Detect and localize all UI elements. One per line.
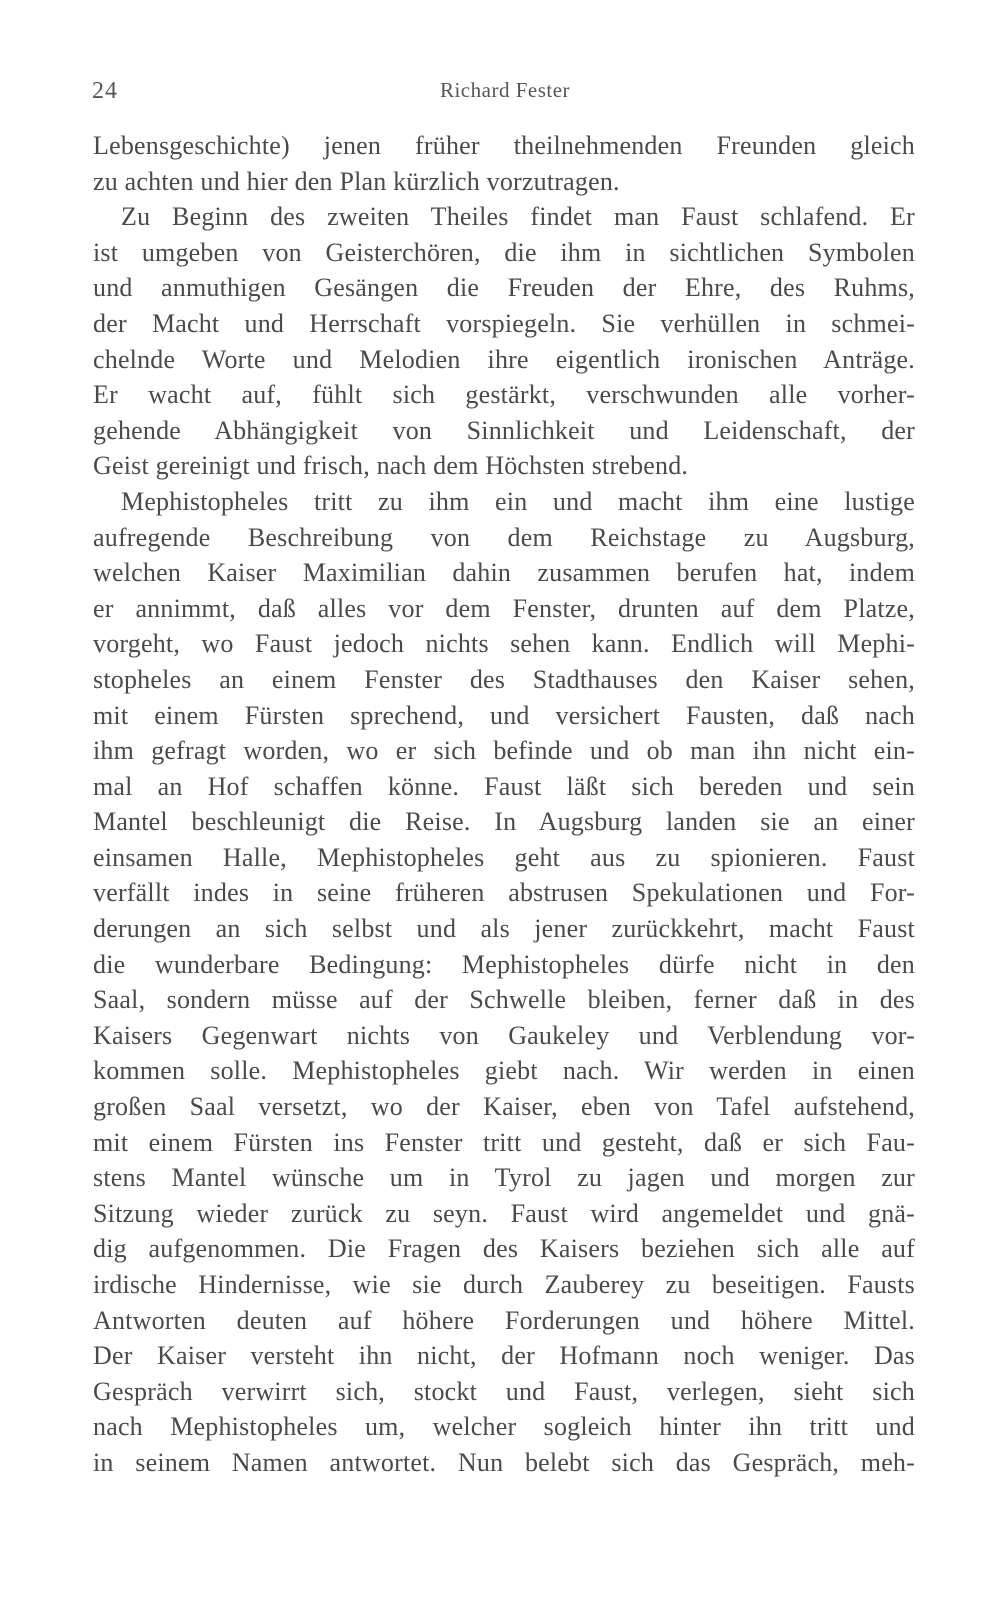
text-line: Geist gereinigt und frisch, nach dem Höchsten strebend.	[93, 451, 689, 481]
paragraph	[93, 484, 915, 1481]
text-line: irdische Hindernisse, wie sie durch Zauberey zu beseitigen. Fausts	[93, 1270, 915, 1299]
text-line: vorgeht, wo Faust jedoch nichts sehen kann. Endlich will Mephi-	[93, 629, 915, 659]
text-line: Kaisers Gegenwart nichts von Gaukeley und Verblendung vor-	[93, 1020, 915, 1050]
text-line: Der Kaiser versteht ihn nicht, der Hofmann noch weniger. Das	[93, 1341, 915, 1371]
text-line: Mephistopheles tritt zu ihm ein und macht ihm eine lustige	[121, 486, 915, 516]
text-line: kommen solle. Mephistopheles giebt nach. Wir werden in einen	[93, 1056, 915, 1086]
text-line: aufregende Beschreibung von dem Reichstage zu Augsburg,	[93, 522, 915, 552]
text-line: mal an Hof schaffen könne. Faust läßt sich bereden und sein	[93, 771, 915, 801]
page-header	[92, 78, 918, 108]
text-line: ihm gefragt worden, wo er sich befinde und ob man ihn nicht ein-	[93, 736, 915, 766]
text-line: welchen Kaiser Maximilian dahin zusammen berufen hat, indem	[93, 558, 915, 588]
paragraph	[93, 128, 915, 199]
text-line: Sitzung wieder zurück zu seyn. Faust wird angemeldet und gnä-	[93, 1198, 915, 1228]
text-line: großen Saal versetzt, wo der Kaiser, eben von Tafel aufstehend,	[93, 1092, 915, 1122]
text-line: er annimmt, daß alles vor dem Fenster, drunten auf dem Platze,	[93, 593, 915, 623]
text-line: Zu Beginn des zweiten Theiles findet man Faust schlafend. Er	[121, 202, 915, 232]
text-line: ist umgeben von Geisterchören, die ihm in sichtlichen Symbolen	[93, 237, 915, 267]
text-line: Er wacht auf, fühlt sich gestärkt, verschwunden alle vorher-	[93, 380, 915, 410]
page-number: 24	[92, 78, 118, 104]
text-line: zu achten und hier den Plan kürzlich vorzutragen.	[93, 166, 620, 196]
text-line: mit einem Fürsten ins Fenster tritt und gesteht, daß er sich Fau-	[93, 1127, 915, 1157]
text-line: stens Mantel wünsche um in Tyrol zu jagen und morgen zur	[93, 1163, 915, 1193]
text-line: verfällt indes in seine früheren abstrusen Spekulationen und For-	[93, 878, 915, 908]
text-line: Lebensgeschichte) jenen früher theilnehmenden Freunden gleich	[93, 131, 915, 160]
text-line: stopheles an einem Fenster des Stadthauses den Kaiser sehen,	[93, 664, 915, 694]
text-line: mit einem Fürsten sprechend, und versichert Fausten, daß nach	[93, 700, 915, 730]
text-line: Saal, sondern müsse auf der Schwelle bleiben, ferner daß in des	[93, 985, 915, 1015]
text-line: chelnde Worte und Melodien ihre eigentlich ironischen Anträge.	[93, 344, 915, 374]
text-line: in seinem Namen antwortet. Nun belebt sich das Gespräch, meh-	[93, 1447, 915, 1477]
text-line: Mantel beschleunigt die Reise. In Augsburg landen sie an einer	[93, 807, 915, 837]
text-line: dig aufgenommen. Die Fragen des Kaisers beziehen sich alle auf	[93, 1234, 915, 1264]
text-line: einsamen Halle, Mephistopheles geht aus zu spionieren. Faust	[93, 842, 915, 872]
text-line: gehende Abhängigkeit von Sinnlichkeit und Leidenschaft, der	[93, 415, 915, 445]
text-line: die wunderbare Bedingung: Mephistopheles dürfe nicht in den	[93, 949, 915, 979]
running-head: Richard Fester	[439, 78, 571, 102]
text-line: derungen an sich selbst und als jener zurückkehrt, macht Faust	[93, 914, 915, 944]
paragraph	[93, 199, 915, 484]
text-line: und anmuthigen Gesängen die Freuden der Ehre, des Ruhms,	[93, 273, 915, 303]
text-line: Antworten deuten auf höhere Forderungen und höhere Mittel.	[93, 1305, 915, 1335]
text-line: nach Mephistopheles um, welcher sogleich hinter ihn tritt und	[93, 1412, 915, 1442]
text-line: der Macht und Herrschaft vorspiegeln. Sie verhüllen in schmei-	[93, 308, 915, 338]
body-text	[93, 128, 915, 1481]
text-line: Gespräch verwirrt sich, stockt und Faust, verlegen, sieht sich	[93, 1376, 915, 1406]
